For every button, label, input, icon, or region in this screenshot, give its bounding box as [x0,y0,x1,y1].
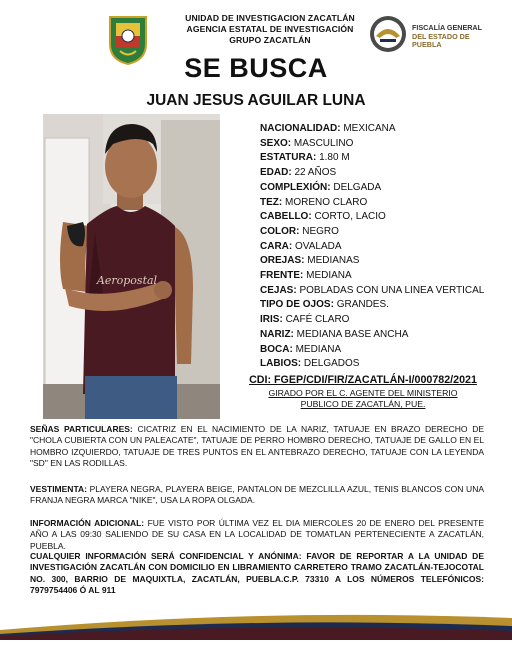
spec-value: MEXICANA [343,123,396,134]
distinguishing-marks-text: CICATRIZ EN EL NACIMIENTO DE LA NARIZ, TATUAJE EN BRAZO DERECHO DE "CHOLA CUBIERTA CON UN PALEACATE", TATUAJE DE PERRO HOMBRO DERECHO, TATUAJE DE GALLO EN EL HOMBRO IZQUIERDO, TATUAJE DE TRES PUNTOS EN EL ANTEBRAZO DERECHO, TATUAJE CON LA LEYENDA "SD" EN LAS RODILLAS. [30,424,484,469]
agency-line-1: UNIDAD DE INVESTIGACION ZACATLÁN [185,13,355,23]
spec-value: 1.80 M [319,152,350,164]
contact-info: CUALQUIER INFORMACIÓN SERÁ CONFIDENCIAL Y ANÓNIMA: FAVOR DE REPORTAR A LA UNIDAD DE INVESTIGACIÓN ZACATLÁN CON DOMICILIO EN LIBRAMIENTO CARRETERO TRAMO ZACATLÁN-TEJOCOTAL NO. 300, BARRIO DE MAQUIXTLA, ZACATLÁN, PUEBLA.C.P. 73310 A LOS NÚMEROS TELEFÓNICOS: 7979754406 Ó AL 911 [30,551,484,596]
spec-value: CORTO, LACIO [314,211,386,223]
spec-label: BOCA: [260,343,293,355]
spec-label: EDAD: [260,167,292,179]
case-number: CDI: FGEP/CDI/FIR/ZACATLÁN-I/000782/2021 [249,374,477,386]
fiscalia-line-3: PUEBLA [412,40,442,49]
spec-row [260,181,490,196]
fiscalia-line-1: FISCALÍA GENERAL [412,23,483,32]
spec-row [260,196,490,211]
page-title: SE BUSCA [184,53,328,83]
spec-label: CABELLO: [260,211,312,223]
additional-info-text: FUE VISTO POR ÚLTIMA VEZ EL DIA MIERCOLES 20 DE ENERO DEL PRESENTE AÑO A LAS 09:30 SALIENDO DE SU CASA EN LA LOCALIDAD DE TOMATLAN PERTENECIENTE A ZACATLÁN, PUEBLA. [30,518,484,551]
shirt-print-text: Aeropostal [96,274,158,287]
spec-label: NACIONALIDAD: [260,123,341,134]
missing-person-name: JUAN JESUS AGUILAR LUNA [146,92,366,109]
agency-line-3: GRUPO ZACATLÁN [229,35,311,45]
spec-row [260,151,490,166]
fiscalia-line-2: DEL ESTADO DE [412,31,470,41]
spec-label: LABIOS: [260,358,302,370]
spec-value: CAFÉ CLARO [285,314,350,326]
spec-value: MEDIANA [295,343,342,355]
spec-row [260,357,490,372]
spec-label: COLOR: [260,225,300,237]
additional-info [30,518,484,552]
spec-value: NEGRO [302,225,339,237]
spec-value: OVALADA [295,240,342,252]
spec-row [260,210,490,225]
case-reference [228,374,498,410]
spec-label: TEZ: [260,196,283,208]
spec-row [260,313,490,328]
spec-row [260,122,490,137]
spec-row [260,284,490,299]
agency-header [170,13,370,46]
physical-description-list [260,122,490,372]
spec-value: 22 AÑOS [294,167,337,179]
spec-row [260,343,490,358]
clothing-description [30,484,484,507]
spec-value: DELGADA [333,181,382,193]
spec-label: CARA: [260,240,293,252]
additional-info-label: INFORMACIÓN ADICIONAL: [30,518,145,528]
footer-decoration [0,600,512,640]
spec-value: MEDIANA BASE ANCHA [296,328,409,340]
spec-row [260,166,490,181]
spec-row [260,225,490,240]
spec-row [260,240,490,255]
issued-by-line-2: PUBLICO DE ZACATLÁN, PUE. [300,399,426,409]
spec-value: MEDIANAS [307,255,360,267]
spec-row [260,254,490,269]
missing-person-photo [43,114,220,419]
agency-line-2: AGENCIA ESTATAL DE INVESTIGACIÓN [186,24,354,34]
spec-value: DELGADOS [303,358,360,370]
spec-label: ESTATURA: [260,152,317,164]
issued-by-line-1: GIRADO POR EL C. AGENTE DEL MINISTERIO [268,388,458,398]
spec-label: NARIZ: [260,328,294,340]
distinguishing-marks-label: SEÑAS PARTICULARES: [30,424,133,434]
spec-row [260,137,490,152]
spec-value: POBLADAS CON UNA LINEA VERTICAL [299,284,485,296]
spec-row [260,328,490,343]
distinguishing-marks [30,424,484,470]
spec-label: FRENTE: [260,270,304,282]
fiscalia-logo [368,14,498,58]
clothing-label: VESTIMENTA: [30,484,87,494]
issued-by [228,388,498,410]
spec-label: OREJAS: [260,255,305,267]
spec-value: MORENO CLARO [285,196,368,208]
spec-value: MEDIANA [306,270,352,282]
spec-label: COMPLEXIÓN: [260,181,331,193]
spec-row [260,298,490,313]
spec-label: SEXO: [260,137,292,149]
spec-value: GRANDES. [336,299,389,311]
spec-row [260,269,490,284]
spec-label: TIPO DE OJOS: [260,299,334,311]
spec-value: MASCULINO [293,137,354,149]
spec-label: IRIS: [260,314,283,326]
clothing-text: PLAYERA NEGRA, PLAYERA BEIGE, PANTALON DE MEZCLILLA AZUL, TENIS BLANCOS CON UNA FRANJA NEGRA MARCA "NIKE", USA LA ROPA OLGADA. [30,484,484,506]
spec-label: CEJAS: [260,284,297,296]
